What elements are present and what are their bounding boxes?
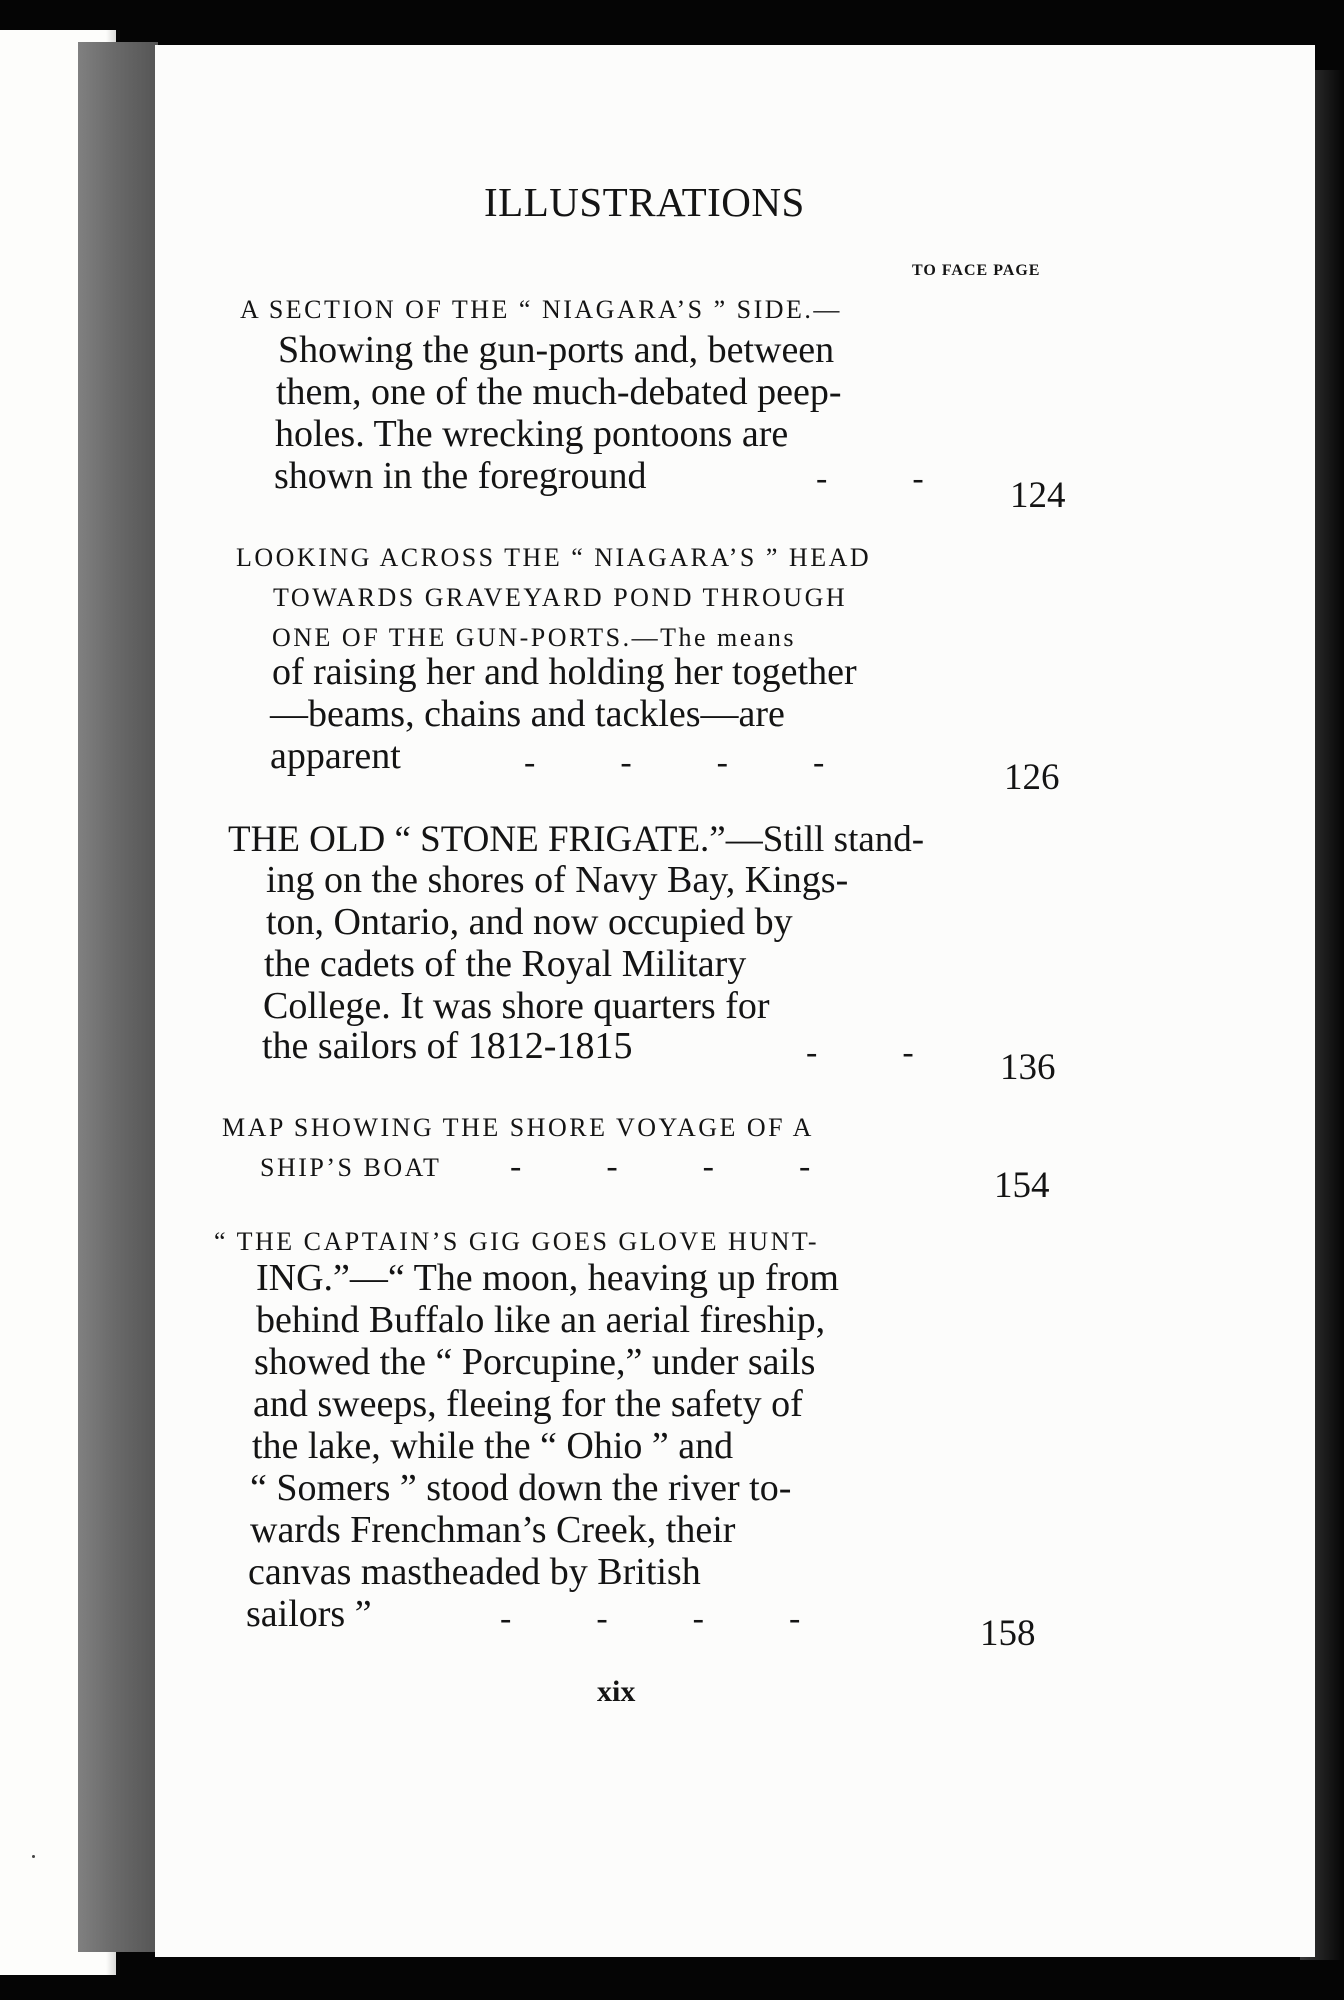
entry-caption-line: ING.”—“ The moon, heaving up from [256,1257,839,1299]
entry-caption-line: SHIP’S BOAT [260,1153,442,1182]
entry-caption-line: sailors ” [246,1593,372,1635]
dot-leader: - - [816,460,924,497]
page-number: 136 [1000,1047,1056,1088]
entry-caption-line: the sailors of 1812-1815 [262,1025,633,1067]
page-title: ILLUSTRATIONS [484,179,805,225]
page-number: 124 [1010,475,1066,516]
dot-leader: - - - - [510,1148,811,1185]
entry-caption-line: ing on the shores of Navy Bay, Kings- [266,859,849,901]
column-header-to-face-page: TO FACE PAGE [912,262,1041,279]
entry-caption-line: MAP SHOWING THE SHORE VOYAGE OF A [222,1113,814,1142]
entry-caption-line: of raising her and holding her together [272,651,857,693]
entry-caption-line: behind Buffalo like an aerial fireship, [256,1299,826,1341]
entry-caption-line: “ THE CAPTAIN’S GIG GOES GLOVE HUNT- [214,1227,819,1256]
page-number: 154 [994,1165,1050,1206]
page-folio: xix [597,1675,636,1708]
entry-caption-line: holes. The wrecking pontoons are [275,413,789,455]
dot-leader: - - [806,1034,914,1071]
entry-caption-line: A SECTION OF THE “ NIAGARA’S ” SIDE.— [240,295,842,324]
entry-caption-line: apparent [270,735,401,777]
entry-caption-line: ton, Ontario, and now occupied by [266,901,793,943]
entry-caption-line: Showing the gun-ports and, between [278,329,835,371]
book-gutter [78,42,158,1952]
entry-caption-line: “ Somers ” stood down the river to- [250,1467,792,1509]
entry-caption-line: showed the “ Porcupine,” under sails [254,1341,816,1383]
entry-caption-line: the lake, while the “ Ohio ” and [252,1425,734,1467]
entry-caption-line: ONE OF THE GUN-PORTS.—The means [272,623,796,652]
entry-caption-line: College. It was shore quarters for [263,985,770,1027]
entry-caption-line: THE OLD “ STONE FRIGATE.”—Still stand- [228,819,925,860]
entry-caption-line: TOWARDS GRAVEYARD POND THROUGH [273,583,848,612]
page-number: 126 [1004,757,1060,798]
entry-caption-line: them, one of the much-debated peep- [276,371,842,413]
scan-speck [32,1855,35,1858]
entry-caption-line: shown in the foreground [274,455,647,497]
entry-caption-line: the cadets of the Royal Military [264,943,747,985]
entry-caption-line: wards Frenchman’s Creek, their [250,1509,736,1551]
dot-leader: - - - - [524,744,825,781]
entry-caption-line: and sweeps, fleeing for the safety of [253,1383,803,1425]
entry-caption-line: canvas mastheaded by British [248,1551,701,1593]
page-number: 158 [980,1613,1036,1654]
dot-leader: - - - - [500,1600,801,1637]
entry-caption-line: LOOKING ACROSS THE “ NIAGARA’S ” HEAD [236,543,872,572]
entry-caption-line: —beams, chains and tackles—are [270,693,785,735]
